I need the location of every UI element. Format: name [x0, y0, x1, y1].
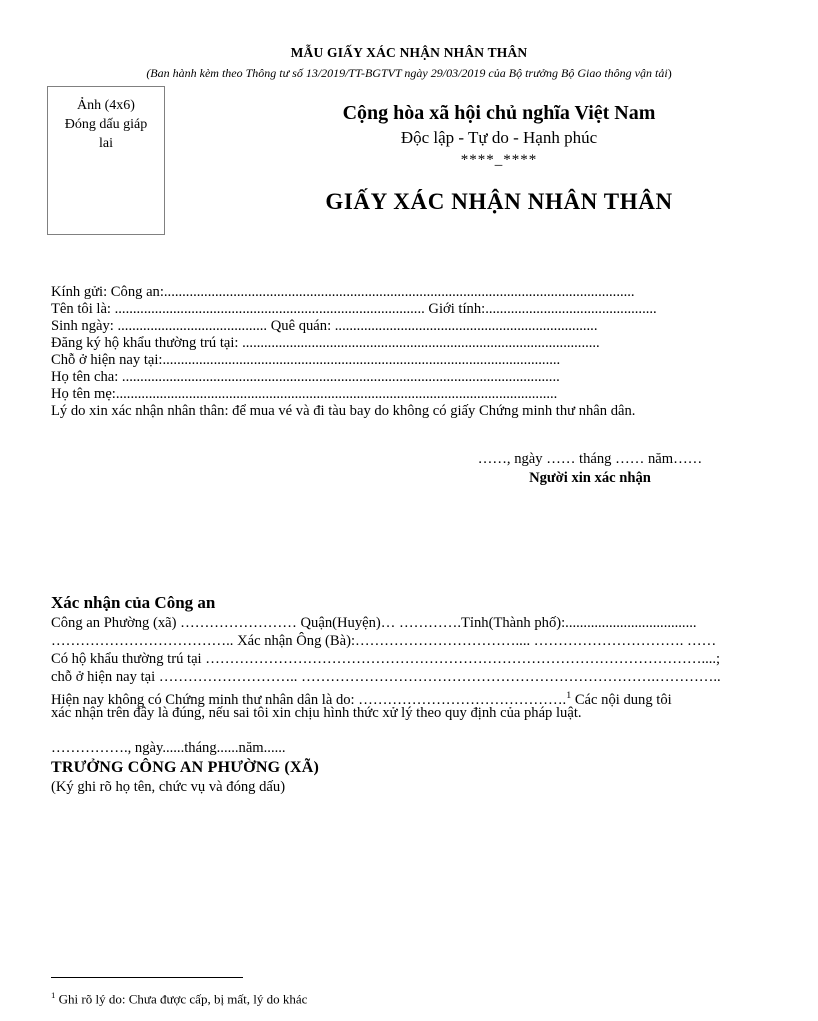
form-issue-note — [0, 66, 818, 81]
field-row-name — [51, 301, 769, 318]
field-dots-permanent-residence: .................................................................................................. — [238, 335, 600, 351]
footnote-body-text: Ghi rõ lý do: Chưa được cấp, bị mất, lý do khác — [55, 991, 308, 1007]
document-title: GIẤY XÁC NHẬN NHÂN THÂN — [325, 189, 673, 214]
field-row-recipient — [51, 284, 769, 301]
field-dots-birthdate: ......................................... — [113, 318, 271, 334]
field-row-father-name — [51, 369, 769, 386]
police-line-current-address: chỗ ở hiện nay tại ……………………….. ……………………………………………………………….………….. — [51, 669, 721, 685]
footnote-entry — [51, 987, 307, 1007]
reason-statement: Lý do xin xác nhận nhân thân: để mua vé và đi tàu bay do không có giấy Chứng minh thư nhân dân. — [51, 403, 636, 419]
national-heading-block — [180, 100, 818, 170]
police-signature-note: (Ký ghi rõ họ tên, chức vụ và đóng dấu) — [51, 779, 286, 795]
field-label-current-address: Chỗ ở hiện nay tại: — [51, 352, 163, 368]
police-date-line: ……………., ngày......tháng......năm...... — [51, 740, 286, 756]
police-line-declaration: xác nhận trên đây là đúng, nếu sai tôi xin chịu hình thức xử lý theo quy định của pháp luật. — [51, 705, 582, 721]
police-line-confirmed-person: ……………………………….. Xác nhận Ông (Bà):…………………………….... …………………………. …… — [51, 633, 717, 649]
field-dots-hometown: ........................................................................ — [331, 318, 598, 334]
field-dots-gender: ............................................... — [485, 301, 657, 317]
field-label-gender: Giới tính: — [428, 301, 486, 317]
field-dots-mother-name: ......................................................................................................................... — [115, 386, 558, 402]
field-label-mother-name: Họ tên mẹ: — [51, 386, 116, 402]
photo-placeholder-box — [47, 86, 165, 235]
form-issue-note-text: (Ban hành kèm theo Thông tư số 13/2019/TT-BGTVT ngày 29/03/2019 của Bộ trưởng Bộ Giao thông vận tải — [146, 66, 668, 80]
police-no-id-reason-tail: Các nội dung tôi — [571, 691, 672, 708]
field-row-permanent-residence — [51, 335, 769, 352]
footnote-separator-rule — [51, 977, 243, 978]
field-label-father-name: Họ tên cha: — [51, 369, 119, 385]
footnote-marker: 1 — [51, 990, 56, 1000]
police-line-permanent-residence: Có hộ khẩu thường trú tại …………………………………………………………………………………………....; — [51, 651, 721, 667]
photo-stamp-label-line1: Đóng dấu giáp — [64, 117, 148, 132]
applicant-signature-block — [410, 450, 770, 488]
photo-size-label: Ảnh (4x6) — [77, 98, 135, 113]
field-row-birthdate — [51, 318, 769, 335]
field-dots-father-name: ........................................................................................................................ — [118, 369, 560, 385]
field-label-hometown: Quê quán: — [270, 318, 332, 334]
field-row-mother-name — [51, 386, 769, 403]
footnote-reference-marker: 1 — [566, 690, 572, 701]
national-separator-stars: ****_**** — [460, 152, 538, 168]
national-motto: Độc lập - Tự do - Hạnh phúc — [400, 128, 598, 147]
field-dots-name: ..................................................................................... — [110, 301, 429, 317]
field-label-name: Tên tôi là: — [51, 301, 111, 317]
form-issue-note-paren: ) — [667, 66, 672, 80]
field-label-permanent-residence: Đăng ký hộ khẩu thường trú tại: — [51, 335, 239, 351]
country-name: Cộng hòa xã hội chủ nghĩa Việt Nam — [342, 102, 656, 124]
field-label-birthdate: Sinh ngày: — [51, 318, 114, 334]
police-line-ward-district-province: Công an Phường (xã) …………………… Quận(Huyện)… ………….Tỉnh(Thành phố):.................................... — [51, 615, 697, 631]
police-chief-title: TRƯỞNG CÔNG AN PHƯỜNG (XÃ) — [51, 759, 319, 776]
photo-stamp-label-line2: lai — [99, 136, 113, 151]
applicant-role-label: Người xin xác nhận — [529, 470, 651, 486]
applicant-date-line: ……, ngày …… tháng …… năm…… — [477, 451, 703, 467]
form-label: MẪU GIẤY XÁC NHẬN NHÂN THÂN — [290, 45, 528, 60]
field-label-recipient: Kính gửi: Công an: — [51, 284, 164, 300]
field-dots-current-address: ............................................................................................................. — [162, 352, 561, 368]
police-no-id-reason-text: Hiện nay không có Chứng minh thư nhân dân là do: ……………………………………. — [51, 691, 567, 708]
field-row-current-address — [51, 352, 769, 369]
field-dots-recipient: ................................................................................................................................. — [163, 284, 635, 300]
police-confirmation-heading: Xác nhận của Công an — [51, 593, 216, 612]
police-signature-block — [51, 739, 471, 797]
